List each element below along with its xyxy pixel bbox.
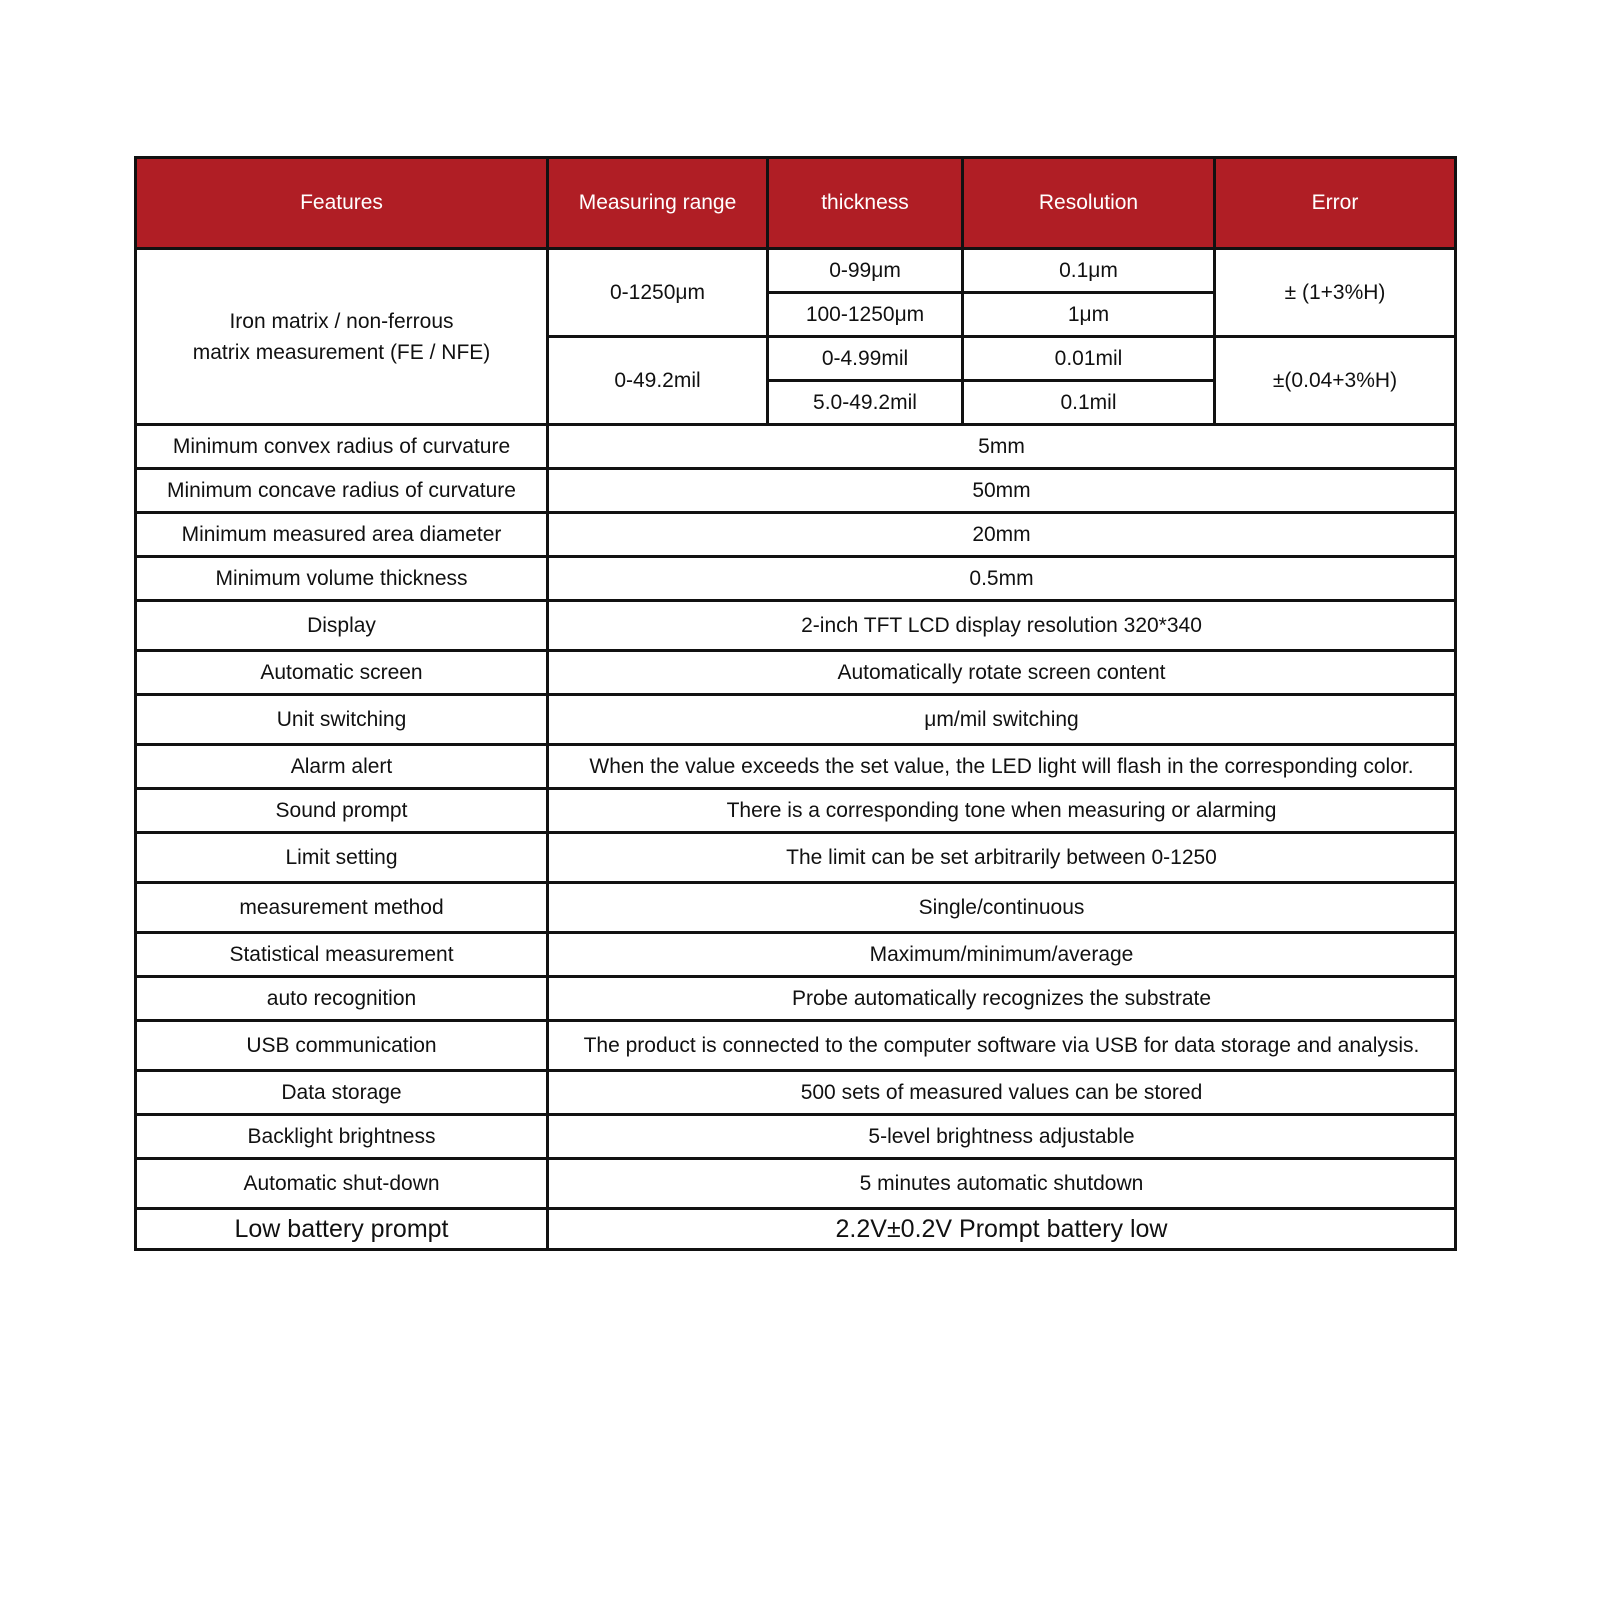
header-resolution: Resolution <box>963 158 1215 249</box>
spec-row <box>136 1115 1456 1159</box>
header-thickness: thickness <box>768 158 963 249</box>
spec-row <box>136 425 1456 469</box>
spec-feature: USB communication <box>136 1021 548 1071</box>
range-um-cell: 0-1250μm <box>548 249 768 337</box>
resolution-cell: 0.1μm <box>963 249 1215 293</box>
thickness-cell: 5.0-49.2mil <box>768 381 963 425</box>
spec-feature: Backlight brightness <box>136 1115 548 1159</box>
spec-feature: Minimum concave radius of curvature <box>136 469 548 513</box>
measurement-row-1 <box>136 249 1456 293</box>
spec-value: 5mm <box>548 425 1456 469</box>
spec-row <box>136 1071 1456 1115</box>
spec-value: 5-level brightness adjustable <box>548 1115 1456 1159</box>
error-um-cell: ± (1+3%H) <box>1215 249 1456 337</box>
spec-feature: Statistical measurement <box>136 933 548 977</box>
measurement-feature-line1: Iron matrix / non-ferrous <box>229 309 454 333</box>
spec-value: The product is connected to the computer software via USB for data storage and analysis. <box>548 1021 1456 1071</box>
spec-value: 5 minutes automatic shutdown <box>548 1159 1456 1209</box>
spec-value: 0.5mm <box>548 557 1456 601</box>
spec-value: Single/continuous <box>548 883 1456 933</box>
measurement-feature-cell <box>136 249 548 425</box>
spec-feature: Minimum volume thickness <box>136 557 548 601</box>
spec-value: 2-inch TFT LCD display resolution 320*340 <box>548 601 1456 651</box>
spec-value: Automatically rotate screen content <box>548 651 1456 695</box>
spec-row <box>136 601 1456 651</box>
spec-feature: Alarm alert <box>136 745 548 789</box>
spec-value: 20mm <box>548 513 1456 557</box>
resolution-cell: 0.01mil <box>963 337 1215 381</box>
spec-value: 50mm <box>548 469 1456 513</box>
spec-feature: Limit setting <box>136 833 548 883</box>
spec-feature: Automatic screen <box>136 651 548 695</box>
header-error: Error <box>1215 158 1456 249</box>
range-mil-cell: 0-49.2mil <box>548 337 768 425</box>
spec-value: μm/mil switching <box>548 695 1456 745</box>
spec-table <box>134 156 1457 1251</box>
resolution-cell: 1μm <box>963 293 1215 337</box>
spec-feature: Data storage <box>136 1071 548 1115</box>
spec-row <box>136 933 1456 977</box>
spec-row <box>136 745 1456 789</box>
measurement-feature-line2: matrix measurement (FE / NFE) <box>192 340 491 364</box>
spec-row <box>136 557 1456 601</box>
header-features: Features <box>136 158 548 249</box>
spec-row <box>136 695 1456 745</box>
spec-row <box>136 1209 1456 1250</box>
header-row <box>136 158 1456 249</box>
spec-value: Maximum/minimum/average <box>548 933 1456 977</box>
spec-feature: Sound prompt <box>136 789 548 833</box>
spec-feature: Display <box>136 601 548 651</box>
thickness-cell: 0-4.99mil <box>768 337 963 381</box>
resolution-cell: 0.1mil <box>963 381 1215 425</box>
thickness-cell: 100-1250μm <box>768 293 963 337</box>
spec-value: 2.2V±0.2V Prompt battery low <box>548 1209 1456 1250</box>
spec-row <box>136 977 1456 1021</box>
spec-value: There is a corresponding tone when measuring or alarming <box>548 789 1456 833</box>
spec-feature: Minimum measured area diameter <box>136 513 548 557</box>
spec-row <box>136 1159 1456 1209</box>
spec-row <box>136 513 1456 557</box>
spec-row <box>136 1021 1456 1071</box>
spec-feature: Minimum convex radius of curvature <box>136 425 548 469</box>
spec-row <box>136 469 1456 513</box>
spec-feature: Unit switching <box>136 695 548 745</box>
spec-feature: measurement method <box>136 883 548 933</box>
error-mil-cell: ±(0.04+3%H) <box>1215 337 1456 425</box>
spec-feature: Low battery prompt <box>136 1209 548 1250</box>
spec-row <box>136 651 1456 695</box>
thickness-cell: 0-99μm <box>768 249 963 293</box>
header-measuring-range: Measuring range <box>548 158 768 249</box>
spec-row <box>136 833 1456 883</box>
spec-value: 500 sets of measured values can be stored <box>548 1071 1456 1115</box>
spec-feature: Automatic shut-down <box>136 1159 548 1209</box>
spec-value: When the value exceeds the set value, the LED light will flash in the corresponding color. <box>548 745 1456 789</box>
spec-row <box>136 883 1456 933</box>
spec-feature: auto recognition <box>136 977 548 1021</box>
spec-value: The limit can be set arbitrarily between 0-1250 <box>548 833 1456 883</box>
spec-row <box>136 789 1456 833</box>
spec-value: Probe automatically recognizes the substrate <box>548 977 1456 1021</box>
